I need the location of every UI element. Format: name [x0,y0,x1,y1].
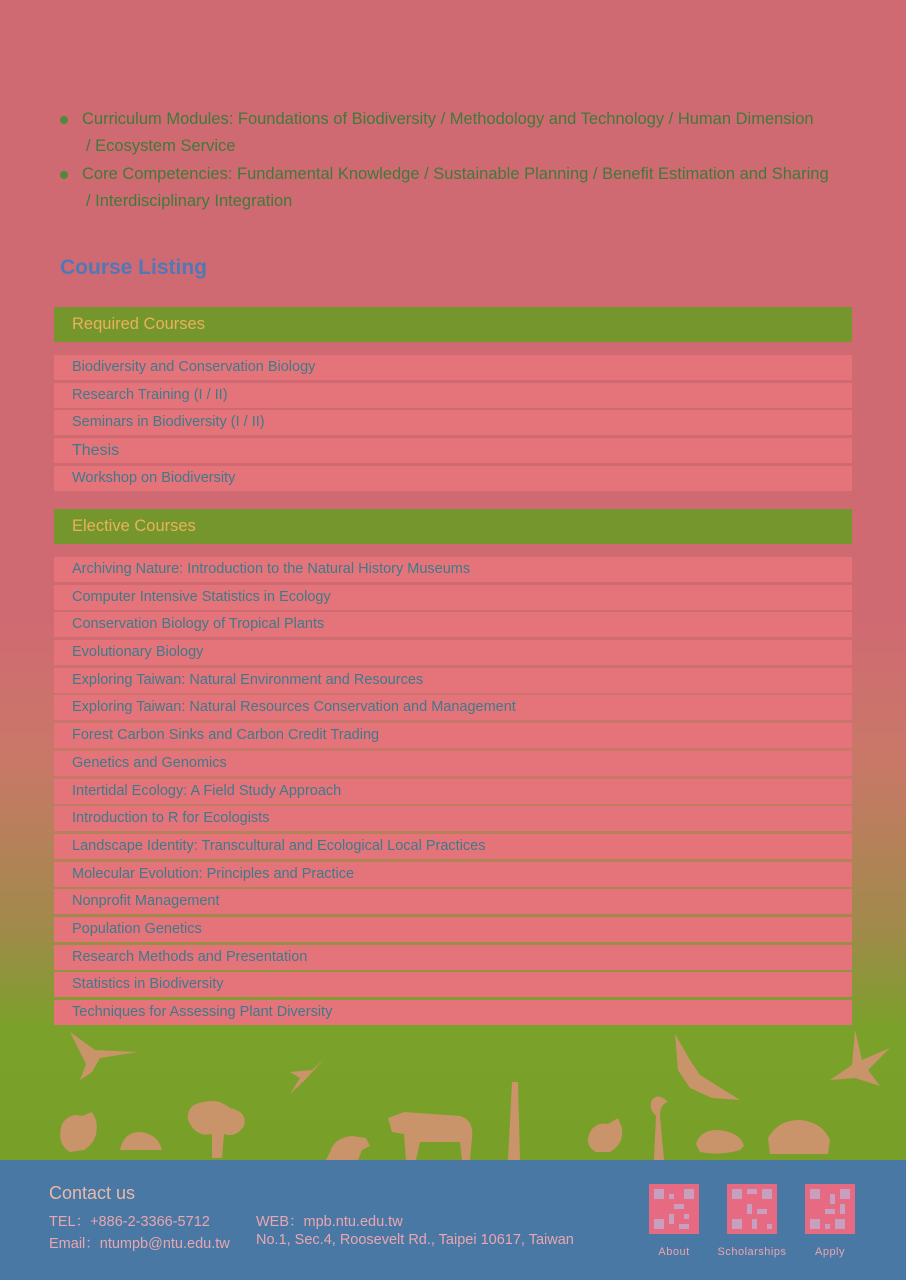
bear-icon [768,1120,830,1154]
contact-address: No.1, Sec.4, Roosevelt Rd., Taipei 10617, Taiwan [256,1232,574,1248]
course-row: Exploring Taiwan: Natural Environment and Resources [54,668,852,693]
course-row: Nonprofit Management [54,889,852,914]
course-row: Population Genetics [54,917,852,942]
qr-code-about-icon[interactable] [649,1184,699,1234]
qr-code-apply-icon[interactable] [805,1184,855,1234]
swallow-icon [290,1058,325,1094]
bullet-curriculum-modules [60,106,860,160]
bullet-core-competencies [60,161,860,215]
eagle-icon [675,1034,740,1100]
course-row: Conservation Biology of Tropical Plants [54,612,852,637]
plant-icon [508,1082,520,1160]
bullet-text: Curriculum Modules: Foundations of Biodiversity / Methodology and Technology / Human Dimension [82,110,814,128]
course-row: Statistics in Biodiversity [54,972,852,997]
marmot-icon [326,1136,370,1160]
course-row: Exploring Taiwan: Natural Resources Conservation and Management [54,695,852,720]
course-row: Evolutionary Biology [54,640,852,665]
contact-email[interactable]: Email：ntumpb@ntu.edu.tw [49,1236,230,1252]
hen-2-icon [588,1118,622,1152]
cow-icon [388,1112,472,1160]
required-course-list [54,355,852,493]
course-row: Thesis [54,438,852,463]
contact-title: Contact us [49,1183,136,1203]
bullet-text: Core Competencies: Fundamental Knowledge / Sustainable Planning / Benefit Estimation and Sharing [82,165,829,183]
course-row: Archiving Nature: Introduction to the Natural History Museums [54,557,852,582]
contact-web[interactable]: WEB：mpb.ntu.edu.tw [256,1214,403,1230]
tree-icon [188,1101,245,1158]
butterfly-icon [830,1030,890,1086]
qr-label-scholarships: Scholarships [717,1246,787,1258]
rodent-icon [696,1130,744,1154]
elective-courses-heading: Elective Courses [54,509,852,544]
course-row: Workshop on Biodiversity [54,466,852,491]
course-row: Techniques for Assessing Plant Diversity [54,1000,852,1025]
hedgehog-icon [120,1132,162,1150]
course-row: Research Methods and Presentation [54,945,852,970]
qr-code-scholarships-icon[interactable] [727,1184,777,1234]
course-row: Intertidal Ecology: A Field Study Approach [54,779,852,804]
intro-bullets [60,106,860,216]
course-row: Genetics and Genomics [54,751,852,776]
hummingbird-icon [70,1032,138,1080]
bullet-dot-icon [60,171,68,179]
bullet-dot-icon [60,116,68,124]
elective-course-list [54,557,852,1028]
bullet-text-cont: / Ecosystem Service [86,137,236,155]
course-row: Computer Intensive Statistics in Ecology [54,585,852,610]
course-row: Landscape Identity: Transcultural and Ecological Local Practices [54,834,852,859]
course-row: Molecular Evolution: Principles and Practice [54,862,852,887]
palm-icon [651,1096,668,1160]
qr-label-apply: Apply [814,1246,846,1258]
course-row: Forest Carbon Sinks and Carbon Credit Trading [54,723,852,748]
qr-label-about: About [658,1246,690,1258]
bullet-text-cont: / Interdisciplinary Integration [86,192,293,210]
wildlife-silhouettes-illustration [0,1020,906,1160]
course-listing-title: Course Listing [60,256,208,279]
contact-tel[interactable]: TEL：+886-2-3366-5712 [49,1214,210,1230]
required-courses-heading: Required Courses [54,307,852,342]
hen-icon [60,1112,97,1152]
course-row: Biodiversity and Conservation Biology [54,355,852,380]
course-row: Seminars in Biodiversity (I / II) [54,410,852,435]
course-row: Introduction to R for Ecologists [54,806,852,831]
course-row: Research Training (I / II) [54,383,852,408]
